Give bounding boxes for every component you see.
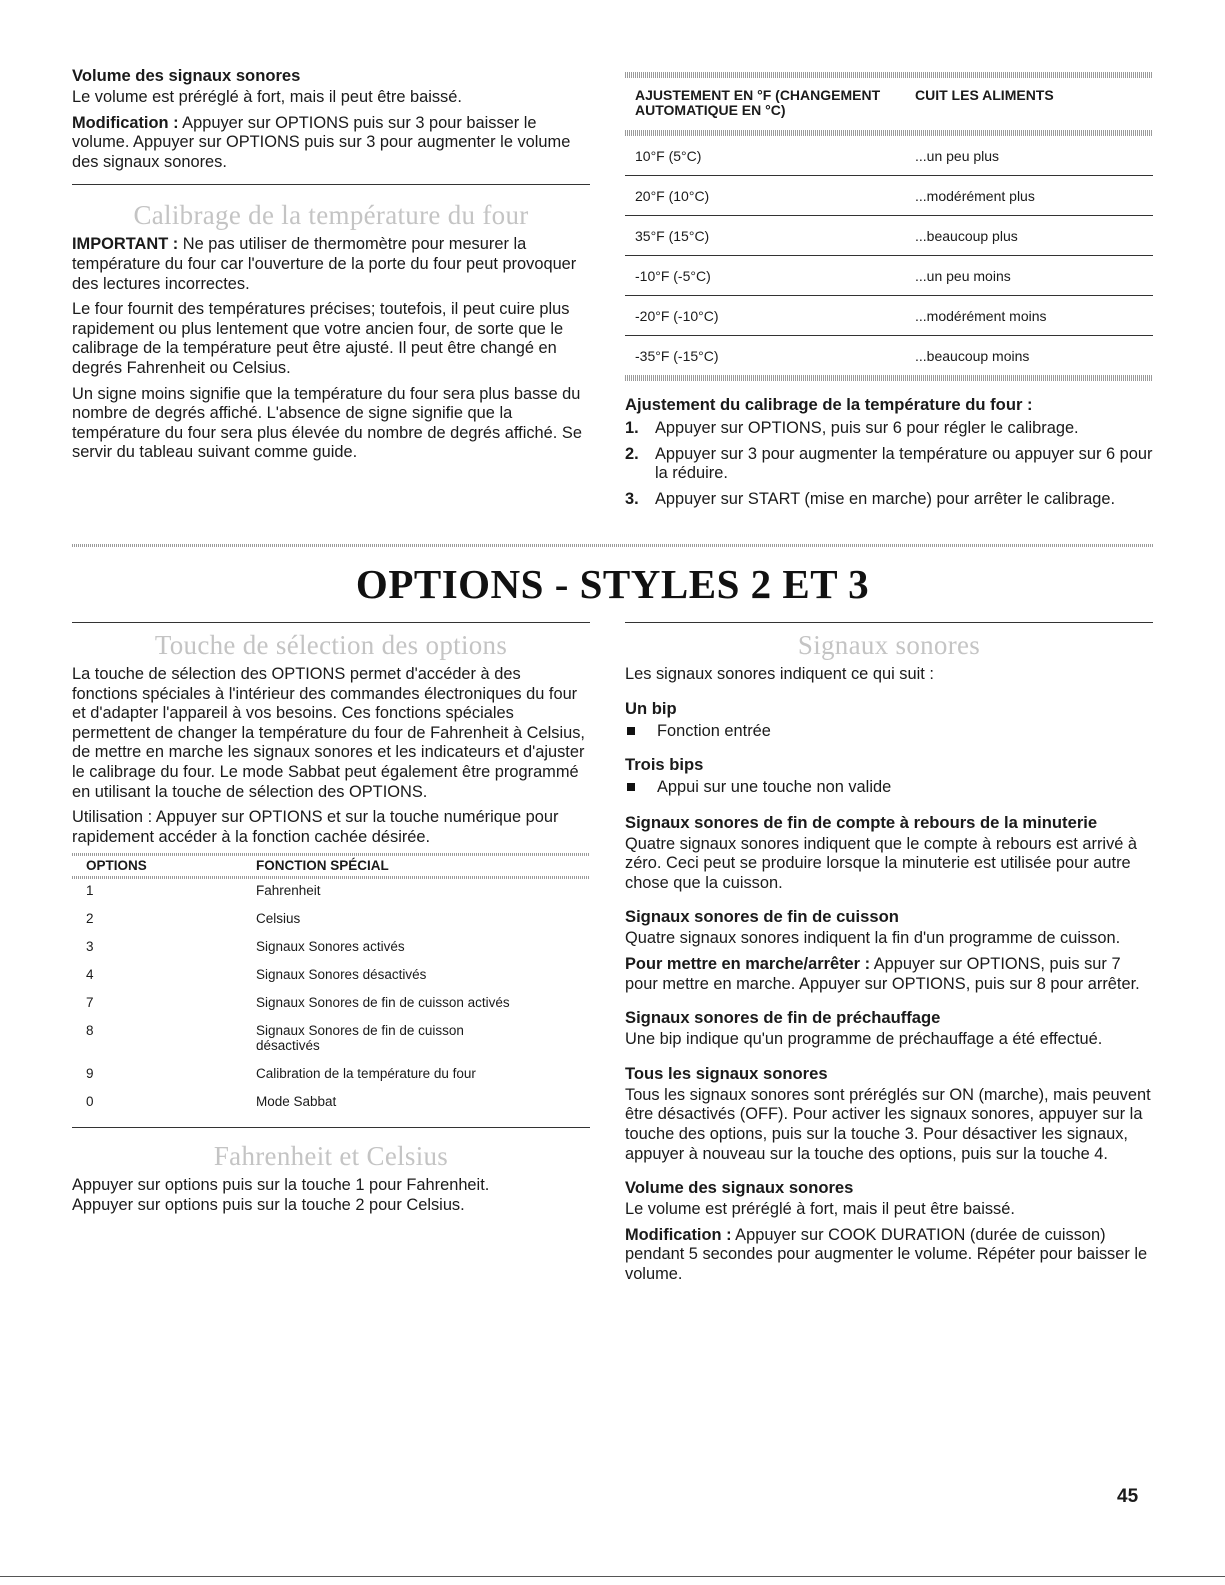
fahrenheit-line-1: Appuyer sur options puis sur la touche 1 pour Fahrenheit. xyxy=(72,1176,490,1195)
cell-key: 0 xyxy=(86,1094,94,1110)
page-bottom-rule xyxy=(0,1576,1225,1577)
cell-effect: ...beaucoup plus xyxy=(915,227,1018,244)
minuterie-heading: Signaux sonores de fin de compte à rebours de la minuterie xyxy=(625,812,1098,832)
cell-adjustment: -35°F (-15°C) xyxy=(635,347,719,364)
cell-adjustment: 20°F (10°C) xyxy=(635,187,710,204)
modification-label-2: Modification : xyxy=(625,1225,732,1244)
cuisson-paragraph: Quatre signaux sonores indiquent la fin d'un programme de cuisson. xyxy=(625,929,1121,948)
header-options: OPTIONS xyxy=(86,858,147,874)
cell-adjustment: 10°F (5°C) xyxy=(635,147,702,164)
divider xyxy=(625,622,1153,623)
table-row xyxy=(72,911,590,926)
table-row xyxy=(72,939,590,954)
cell-function: Signaux Sonores activés xyxy=(256,939,405,955)
table-row xyxy=(625,136,1153,176)
marche-label: Pour mettre en marche/arrêter : xyxy=(625,954,871,973)
calibrage-paragraph-2: Le four fournit des températures précises; toutefois, il peut cuire plus rapidement ou plus lentement que votre ancien four, de sorte que le calibrage de la température peut être ajusté. Il peut être changé en degrés Fahrenheit ou Celsius. xyxy=(72,300,570,377)
prechauffage-paragraph: Une bip indique qu'un programme de préchauffage a été effectué. xyxy=(625,1030,1103,1049)
volume-heading: Volume des signaux sonores xyxy=(72,66,301,85)
section-divider xyxy=(72,544,1153,547)
cell-function: Signaux Sonores désactivés xyxy=(256,967,427,983)
volume-paragraph-2: Le volume est préréglé à fort, mais il peut être baissé. xyxy=(625,1200,1015,1219)
table-row xyxy=(72,967,590,982)
volume-heading-2: Volume des signaux sonores xyxy=(625,1178,854,1198)
fahrenheit-line-2: Appuyer sur options puis sur la touche 2 pour Celsius. xyxy=(72,1195,465,1214)
options-table-header-border xyxy=(72,876,590,879)
bullet-square-icon xyxy=(627,783,635,791)
modification-text: Appuyer sur OPTIONS puis sur 3 pour baisser le volume. Appuyer sur OPTIONS puis sur 3 pour augmenter le volume des signaux sonores. xyxy=(72,113,571,171)
important-label: IMPORTANT : xyxy=(72,235,179,254)
table-row xyxy=(72,883,590,898)
calibration-table-body xyxy=(625,136,1153,375)
cell-adjustment: -10°F (-5°C) xyxy=(635,267,711,284)
signaux-title: Signaux sonores xyxy=(797,630,981,660)
fahrenheit-title: Fahrenheit et Celsius xyxy=(213,1141,449,1172)
header-function: FONCTION SPÉCIAL xyxy=(256,858,389,874)
bottom-left-column xyxy=(72,622,590,1222)
cell-key: 8 xyxy=(86,1023,94,1039)
cell-function: Calibration de la température du four xyxy=(256,1066,476,1082)
table-row xyxy=(72,1094,590,1109)
step-number: 1. xyxy=(625,419,639,437)
list-item xyxy=(625,445,1153,484)
table-row xyxy=(625,336,1153,375)
calibrage-title: Calibrage de la température du four xyxy=(133,200,529,231)
header-adjustment: AJUSTEMENT EN °F (CHANGEMENT AUTOMATIQUE EN °C) xyxy=(635,87,881,118)
marche-paragraph xyxy=(625,955,1153,994)
bullet-square-icon xyxy=(627,727,635,735)
cell-key: 9 xyxy=(86,1066,94,1082)
cell-effect: ...un peu plus xyxy=(915,147,1000,164)
trois-bips-heading: Trois bips xyxy=(625,754,704,774)
list-item xyxy=(625,721,1153,741)
divider xyxy=(72,1127,590,1128)
step-text: Appuyer sur 3 pour augmenter la température ou appuyer sur 6 pour la réduire. xyxy=(655,444,1153,483)
page-title: OPTIONS - STYLES 2 ET 3 xyxy=(355,561,870,607)
tous-paragraph: Tous les signaux sonores sont préréglés sur ON (marche), mais peuvent être désactivés (OFF). Pour activer les signaux sonores, appuyer sur la touche des options, puis sur la touche 3. Pour désactiver les signaux, appuyer à nouveau sur la touche des options, puis sur la touche 4. xyxy=(625,1085,1151,1163)
modification-paragraph xyxy=(72,114,590,173)
adjust-steps xyxy=(625,419,1153,509)
marche-text: Appuyer sur OPTIONS, puis sur 7 pour mettre en marche. Appuyer sur OPTIONS, puis sur 8 pour arrêter. xyxy=(625,954,1140,993)
cell-effect: ...modérément plus xyxy=(915,187,1035,204)
table-bottom-border xyxy=(625,375,1153,381)
options-title: Touche de sélection des options xyxy=(154,630,508,660)
cell-effect: ...un peu moins xyxy=(915,267,1011,284)
adjust-heading: Ajustement du calibrage de la température du four : xyxy=(625,395,1033,414)
minuterie-paragraph: Quatre signaux sonores indiquent que le compte à rebours est arrivé à zéro. Ceci peut se produire lorsque la minuterie est utilisée pour autre chose que la cuisson. xyxy=(625,834,1138,892)
cell-key: 7 xyxy=(86,995,94,1011)
cell-function: Celsius xyxy=(256,911,301,927)
step-text: Appuyer sur START (mise en marche) pour arrêter le calibrage. xyxy=(655,489,1116,508)
options-paragraph-2: Utilisation : Appuyer sur OPTIONS et sur la touche numérique pour rapidement accéder à la fonction cachée désirée. xyxy=(72,808,559,846)
modification-label: Modification : xyxy=(72,113,179,132)
cell-key: 4 xyxy=(86,967,94,983)
prechauffage-heading: Signaux sonores de fin de préchauffage xyxy=(625,1008,941,1028)
cell-key: 2 xyxy=(86,911,94,927)
volume-paragraph: Le volume est préréglé à fort, mais il peut être baissé. xyxy=(72,88,462,106)
list-item xyxy=(625,777,1153,797)
important-paragraph xyxy=(72,235,590,294)
table-row xyxy=(625,176,1153,216)
cell-adjustment: 35°F (15°C) xyxy=(635,227,710,244)
cell-function: Signaux Sonores de fin de cuisson activés xyxy=(256,995,510,1011)
cell-function: Signaux Sonores de fin de cuisson désactivés xyxy=(256,1023,464,1054)
un-bip-heading: Un bip xyxy=(625,698,677,718)
divider xyxy=(72,184,590,185)
calibrage-paragraph-3: Un signe moins signifie que la température du four sera plus basse du nombre de degrés affiché. L'absence de signe signifie que la température du four sera plus élevée du nombre de degrés affiché. Se servir du tableau suivant comme guide. xyxy=(72,384,582,462)
table-row xyxy=(72,995,590,1010)
options-paragraph-1: La touche de sélection des OPTIONS permet d'accéder à des fonctions spéciales à l'intérieur des commandes électroniques du four et d'adapter l'appareil à vos besoins. Ces fonctions spéciales permettent de changer la température du four de Fahrenheit à Celsius, de mettre en marche les signaux sonores et les indicateurs et d'ajuster le calibrage du four. Le mode Sabbat peut également être programmé en utilisant la touche de sélection des OPTIONS. xyxy=(72,665,585,801)
divider xyxy=(72,622,590,623)
cell-adjustment: -20°F (-10°C) xyxy=(635,307,719,324)
important-text: Ne pas utiliser de thermomètre pour mesurer la température du four car l'ouverture de la porte du four peut provoquer des lectures incorrectes. xyxy=(72,235,577,293)
tous-heading: Tous les signaux sonores xyxy=(625,1063,828,1083)
cuisson-heading: Signaux sonores de fin de cuisson xyxy=(625,907,899,927)
step-text: Appuyer sur OPTIONS, puis sur 6 pour régler le calibrage. xyxy=(655,419,1079,437)
list-item xyxy=(625,419,1153,439)
bullet-text: Appui sur une touche non valide xyxy=(657,777,892,796)
calibration-table-header xyxy=(625,78,1153,130)
table-row xyxy=(72,1066,590,1081)
cell-function: Mode Sabbat xyxy=(256,1094,337,1110)
step-number: 3. xyxy=(625,489,639,508)
page-number: 45 xyxy=(1117,1486,1139,1507)
table-row xyxy=(72,1023,590,1053)
top-right-column xyxy=(625,72,1153,515)
bottom-right-column xyxy=(625,622,1153,1291)
cell-effect: ...beaucoup moins xyxy=(915,347,1030,364)
bullet-text: Fonction entrée xyxy=(657,721,771,740)
options-table-header xyxy=(72,856,590,876)
top-left-column xyxy=(72,66,590,469)
cell-key: 3 xyxy=(86,939,94,955)
modification-text-2: Appuyer sur COOK DURATION (durée de cuisson) pendant 5 secondes pour augmenter le volume. Répéter pour baisser le volume. xyxy=(625,1225,1148,1283)
step-number: 2. xyxy=(625,444,639,463)
signaux-intro: Les signaux sonores indiquent ce qui suit : xyxy=(625,665,934,683)
cell-key: 1 xyxy=(86,883,94,899)
modification-paragraph-2 xyxy=(625,1226,1153,1285)
table-row xyxy=(625,296,1153,336)
table-row xyxy=(625,216,1153,256)
header-effect: CUIT LES ALIMENTS xyxy=(915,87,1054,103)
list-item xyxy=(625,490,1153,510)
cell-effect: ...modérément moins xyxy=(915,307,1047,324)
cell-function: Fahrenheit xyxy=(256,883,321,899)
table-row xyxy=(625,256,1153,296)
